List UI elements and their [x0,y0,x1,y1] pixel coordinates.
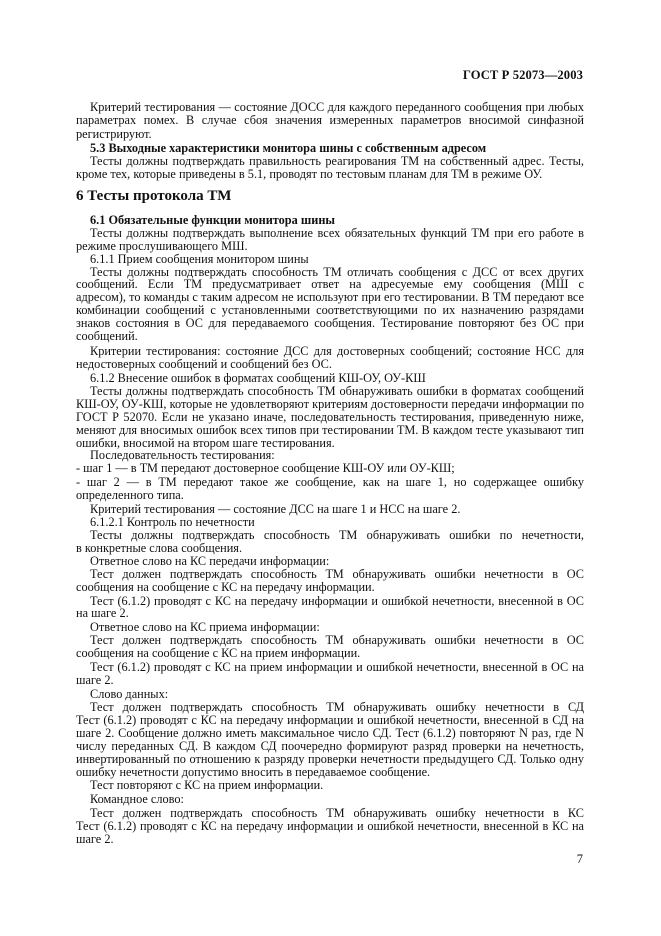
section-heading: 6 Тесты протокола ТМ [76,188,232,204]
text-line: сообщений. Если ТМ предусматривает ответ на адресуемые ему сообщения (МШ с [76,277,584,291]
text-line: КШ-ОУ, ОУ-КШ, которые не удовлетворяют критериям достоверности передачи информации по [76,397,584,411]
text-line: Тест (6.1.2) проводят с КС на передачу информации и ошибкой нечетности, внесенной в ОС [90,594,584,608]
text-line: ошибки, вносимой на втором шаге тестирования. [76,436,335,450]
text-line: сообщения на сообщение с КС на передачу информации. [76,580,375,594]
subsection-heading: 6.1 Обязательные функции монитора шины [90,213,336,227]
text-line: - шаг 2 — в ТМ передают такое же сообщение, как на шаге 1, но содержащее ошибку [76,475,584,489]
text-line: Слово данных: [90,687,169,701]
text-line: шаге 2. [76,673,114,687]
text-line: Ответное слово на КС приема информации: [90,620,320,634]
text-line: Тест должен подтверждать способность ТМ обнаруживать ошибку нечетности в КС [90,806,584,820]
text-line: режиме прослушивающего МШ. [76,239,248,253]
text-line: Тест (6.1.2) проводят с КС на прием информации и ошибкой нечетности, внесенной в ОС на [90,660,584,674]
text-line: Критерий тестирования — состояние ДСС на шаге 1 и НСС на шаге 2. [90,502,461,516]
text-line: регистрируют. [76,127,152,141]
text-line: 6.1.2 Внесение ошибок в форматах сообщений КШ-ОУ, ОУ-КШ [90,371,426,385]
text-line: Тесты должны подтверждать правильность реагирования ТМ на собственный адрес. Тесты, [90,154,584,168]
text-line: Командное слово: [90,792,184,806]
text-line: кроме тех, которые приведены в 5.1, проводят по тестовым планам для ТМ в режиме ОУ. [76,167,543,181]
text-line: Тесты должны подтверждать способность ТМ обнаруживать ошибки в форматах сообщений [90,384,584,398]
text-line: шаге 2. Сообщение должно иметь максимальное число СД. Тест (6.1.2) повторяют N раз, где N [76,726,584,740]
text-line: Тесты должны подтверждать выполнение всех обязательных функций ТМ при его работе в [90,226,584,240]
text-line: Тесты должны подтверждать способность ТМ отличать сообщения с ДСС от всех других [90,265,584,279]
text-line: Ответное слово на КС передачи информации: [90,554,330,568]
text-line: инвертированный по отношению к разряду проверки нечетности предыдущего СД. Только одну [76,752,584,766]
subsection-heading: 5.3 Выходные характеристики монитора шины с собственным адресом [90,141,487,155]
text-line: недостоверных сообщений и сообщений без ОС. [76,357,332,371]
text-line: шаге 2. [76,832,114,846]
text-line: комбинации сообщений с установленными соответствующими по их назначению разрядами [76,303,584,317]
text-line: 6.1.1 Прием сообщения монитором шины [90,252,309,266]
text-line: определенного типа. [76,488,184,502]
text-line: на шаге 2. [76,606,129,620]
text-line: 6.1.2.1 Контроль по нечетности [90,515,255,529]
text-line: - шаг 1 — в ТМ передают достоверное сообщение КШ-ОУ или ОУ-КШ; [76,461,455,475]
text-line: Тест должен подтверждать способность ТМ обнаруживать ошибки нечетности в ОС [90,567,584,581]
text-line: знаков состояния в ОС для передаваемого сообщения. Тестирование повторяют без ОС при [76,316,584,330]
text-line: Тест должен подтверждать способность ТМ обнаруживать ошибки нечетности в ОС [90,633,584,647]
text-line: Тест должен подтверждать способность ТМ обнаруживать ошибку нечетности в СД [90,700,584,714]
page-number: 7 [576,852,583,866]
text-line: ошибку нечетности допустимо вносить в передаваемое сообщение. [76,765,431,779]
text-line: адресом), то команды с таким адресом не используют при его тестировании. В ТМ передают все [76,290,584,304]
text-line: ГОСТ Р 52070. Если не указано иначе, последовательность тестирования, приведенную ниже, [76,410,584,424]
text-line: меняют для вносимых ошибок всех типов при тестировании ТМ. В каждом тесте указывают тип [76,423,584,437]
text-line: сообщений. [76,329,138,343]
text-line: в конкретные слова сообщения. [76,541,243,555]
text-line: Тест (6.1.2) проводят с КС на передачу информации и ошибкой нечетности, внесенной в СД на [76,713,584,727]
text-line: Последовательность тестирования: [90,448,275,462]
text-line: числу переданных СД. В каждом СД поочередно формируют разряд проверки на нечетность, [76,739,584,753]
text-line: Критерий тестирования — состояние ДОСС для каждого переданного сообщения при любых [90,100,584,114]
text-line: параметрах помех. В случае сбоя значения измеренных параметров вносимой синфазной [76,113,584,127]
text-line: Критерии тестирования: состояние ДСС для достоверных сообщений; состояние НСС для [90,344,584,358]
text-line: сообщения на сообщение с КС на прием информации. [76,646,361,660]
text-line: Тест повторяют с КС на прием информации. [90,778,324,792]
standard-header: ГОСТ Р 52073—2003 [462,68,583,82]
text-line: Тесты должны подтверждать способность ТМ обнаруживать ошибки по нечетности, [90,528,584,542]
text-line: Тест (6.1.2) проводят с КС на передачу информации и ошибкой нечетности, внесенной в КС на [76,819,584,833]
